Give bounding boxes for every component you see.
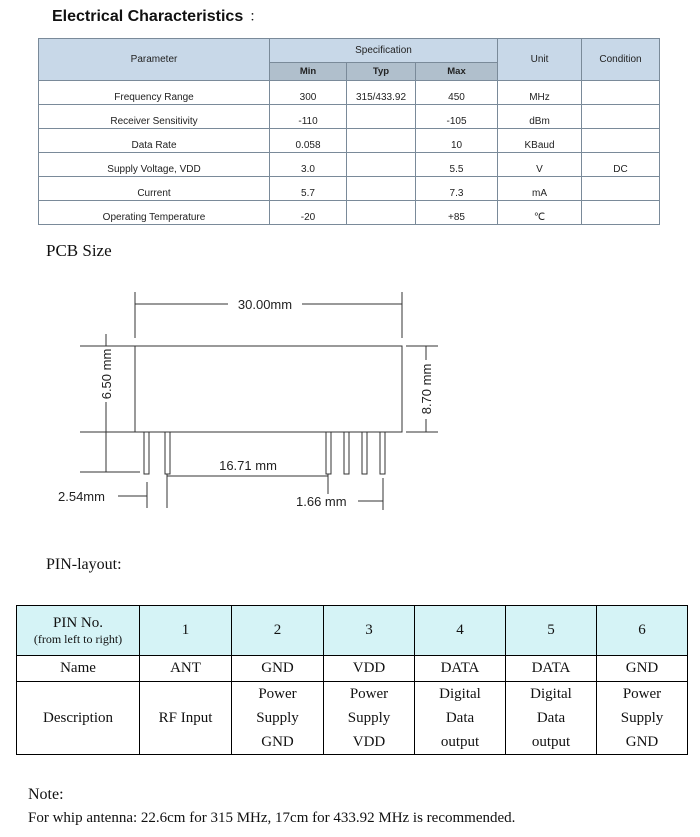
pcb-pin-4 [344, 432, 349, 474]
ec-cell-parameter: Operating Temperature [39, 201, 270, 225]
pin-description-line: output [440, 734, 480, 750]
ec-cell-unit: V [498, 153, 582, 177]
pin-number: 4 [415, 606, 506, 656]
ec-cell-unit: MHz [498, 81, 582, 105]
pin-number: 2 [232, 606, 324, 656]
ec-cell-parameter: Frequency Range [39, 81, 270, 105]
pin-description-line: GND [261, 734, 294, 750]
ec-row [39, 153, 660, 177]
pin-name: DATA [506, 656, 597, 682]
pin-description-line: Supply [347, 710, 391, 726]
pin-name: GND [597, 656, 688, 682]
section-title-pin-layout: PIN-layout: [46, 556, 122, 573]
dim-pitch-label: 2.54mm [58, 489, 105, 504]
pin-name: DATA [415, 656, 506, 682]
pin-description [324, 682, 415, 755]
ec-cell-max: 5.5 [416, 153, 498, 177]
pcb-pin-6 [380, 432, 385, 474]
pin-description-line: output [531, 734, 571, 750]
ec-row [39, 129, 660, 153]
header-specification: Specification [270, 39, 498, 63]
pin-description-line: Digital [439, 686, 481, 702]
ec-cell-max: -105 [416, 105, 498, 129]
ec-cell-max: 450 [416, 81, 498, 105]
ec-cell-typ: 315/433.92 [347, 81, 416, 105]
pin-description [415, 682, 506, 755]
ec-cell-typ [347, 177, 416, 201]
ec-cell-condition [582, 105, 660, 129]
pin-name: GND [232, 656, 324, 682]
dim-pin-gap-label: 1.66 mm [296, 494, 347, 509]
pin-description-line: Data [536, 710, 566, 726]
ec-cell-max: 10 [416, 129, 498, 153]
pcb-pin-5 [362, 432, 367, 474]
ec-cell-condition [582, 129, 660, 153]
pin-description-line: Power [258, 686, 297, 702]
ec-row [39, 105, 660, 129]
header-max: Max [416, 63, 498, 81]
ec-row [39, 81, 660, 105]
ec-cell-min: 300 [270, 81, 347, 105]
ec-cell-max: 7.3 [416, 177, 498, 201]
ec-cell-max: +85 [416, 201, 498, 225]
ec-cell-unit: KBaud [498, 129, 582, 153]
ec-cell-unit: mA [498, 177, 582, 201]
ec-cell-min: -20 [270, 201, 347, 225]
pcb-pin-3 [326, 432, 331, 474]
pcb-pin-2 [165, 432, 170, 474]
ec-cell-condition [582, 177, 660, 201]
header-unit: Unit [498, 39, 582, 81]
section-title-pcb-size: PCB Size [46, 241, 112, 260]
pcb-board-outline [135, 346, 402, 432]
pin-number: 3 [324, 606, 415, 656]
pin-number: 6 [597, 606, 688, 656]
pcb-pin-1 [144, 432, 149, 474]
ec-cell-parameter: Receiver Sensitivity [39, 105, 270, 129]
pin-description [140, 682, 232, 755]
pin-number: 1 [140, 606, 232, 656]
ec-cell-parameter: Data Rate [39, 129, 270, 153]
ec-cell-min: 3.0 [270, 153, 347, 177]
pin-desc-header: Description [17, 682, 140, 755]
note-text: For whip antenna: 22.6cm for 315 MHz, 17cm for 433.92 MHz is recommended. [28, 810, 516, 826]
ec-cell-unit: ℃ [498, 201, 582, 225]
dim-height-label: 6.50 mm [99, 348, 114, 400]
pin-name: VDD [324, 656, 415, 682]
ec-cell-min: 5.7 [270, 177, 347, 201]
pin-description [506, 682, 597, 755]
pin-description [232, 682, 324, 755]
ec-cell-condition [582, 201, 660, 225]
header-typ: Typ [347, 63, 416, 81]
pcb-dimension-drawing [40, 282, 460, 522]
ec-row [39, 201, 660, 225]
pin-number: 5 [506, 606, 597, 656]
pin-description-line: Supply [620, 710, 664, 726]
header-min: Min [270, 63, 347, 81]
ec-cell-condition: DC [582, 153, 660, 177]
pin-description-line: RF Input [158, 710, 213, 726]
pin-description-line: Power [622, 686, 662, 702]
ec-cell-typ [347, 105, 416, 129]
dim-length-label: 30.00mm [237, 297, 293, 312]
pin-description-line: Data [445, 710, 475, 726]
ec-cell-typ [347, 129, 416, 153]
pin-description-line: Supply [256, 710, 299, 726]
pin-description-line: VDD [352, 734, 386, 750]
ec-cell-parameter: Supply Voltage, VDD [39, 153, 270, 177]
note-label: Note: [28, 786, 64, 803]
pin-no-header: PIN No. (from left to right) [17, 606, 140, 656]
pin-description-line: GND [625, 734, 659, 750]
ec-cell-unit: dBm [498, 105, 582, 129]
section-title-electrical: Electrical Characteristics ： [52, 8, 264, 25]
header-condition: Condition [582, 39, 660, 81]
pin-description-line: Power [349, 686, 389, 702]
electrical-characteristics-table [38, 38, 660, 225]
pin-name-header: Name [17, 656, 140, 682]
ec-cell-condition [582, 81, 660, 105]
header-parameter: Parameter [39, 39, 270, 81]
dim-pin-span-label: 16.71 mm [219, 458, 277, 473]
pin-layout-table [16, 605, 688, 755]
ec-cell-min: -110 [270, 105, 347, 129]
ec-cell-min: 0.058 [270, 129, 347, 153]
pin-description [597, 682, 688, 755]
ec-row [39, 177, 660, 201]
pin-name: ANT [140, 656, 232, 682]
pin-description-line: Digital [530, 686, 572, 702]
ec-cell-parameter: Current [39, 177, 270, 201]
ec-cell-typ [347, 201, 416, 225]
dim-total-height-label: 8.70 mm [419, 363, 434, 415]
ec-cell-typ [347, 153, 416, 177]
